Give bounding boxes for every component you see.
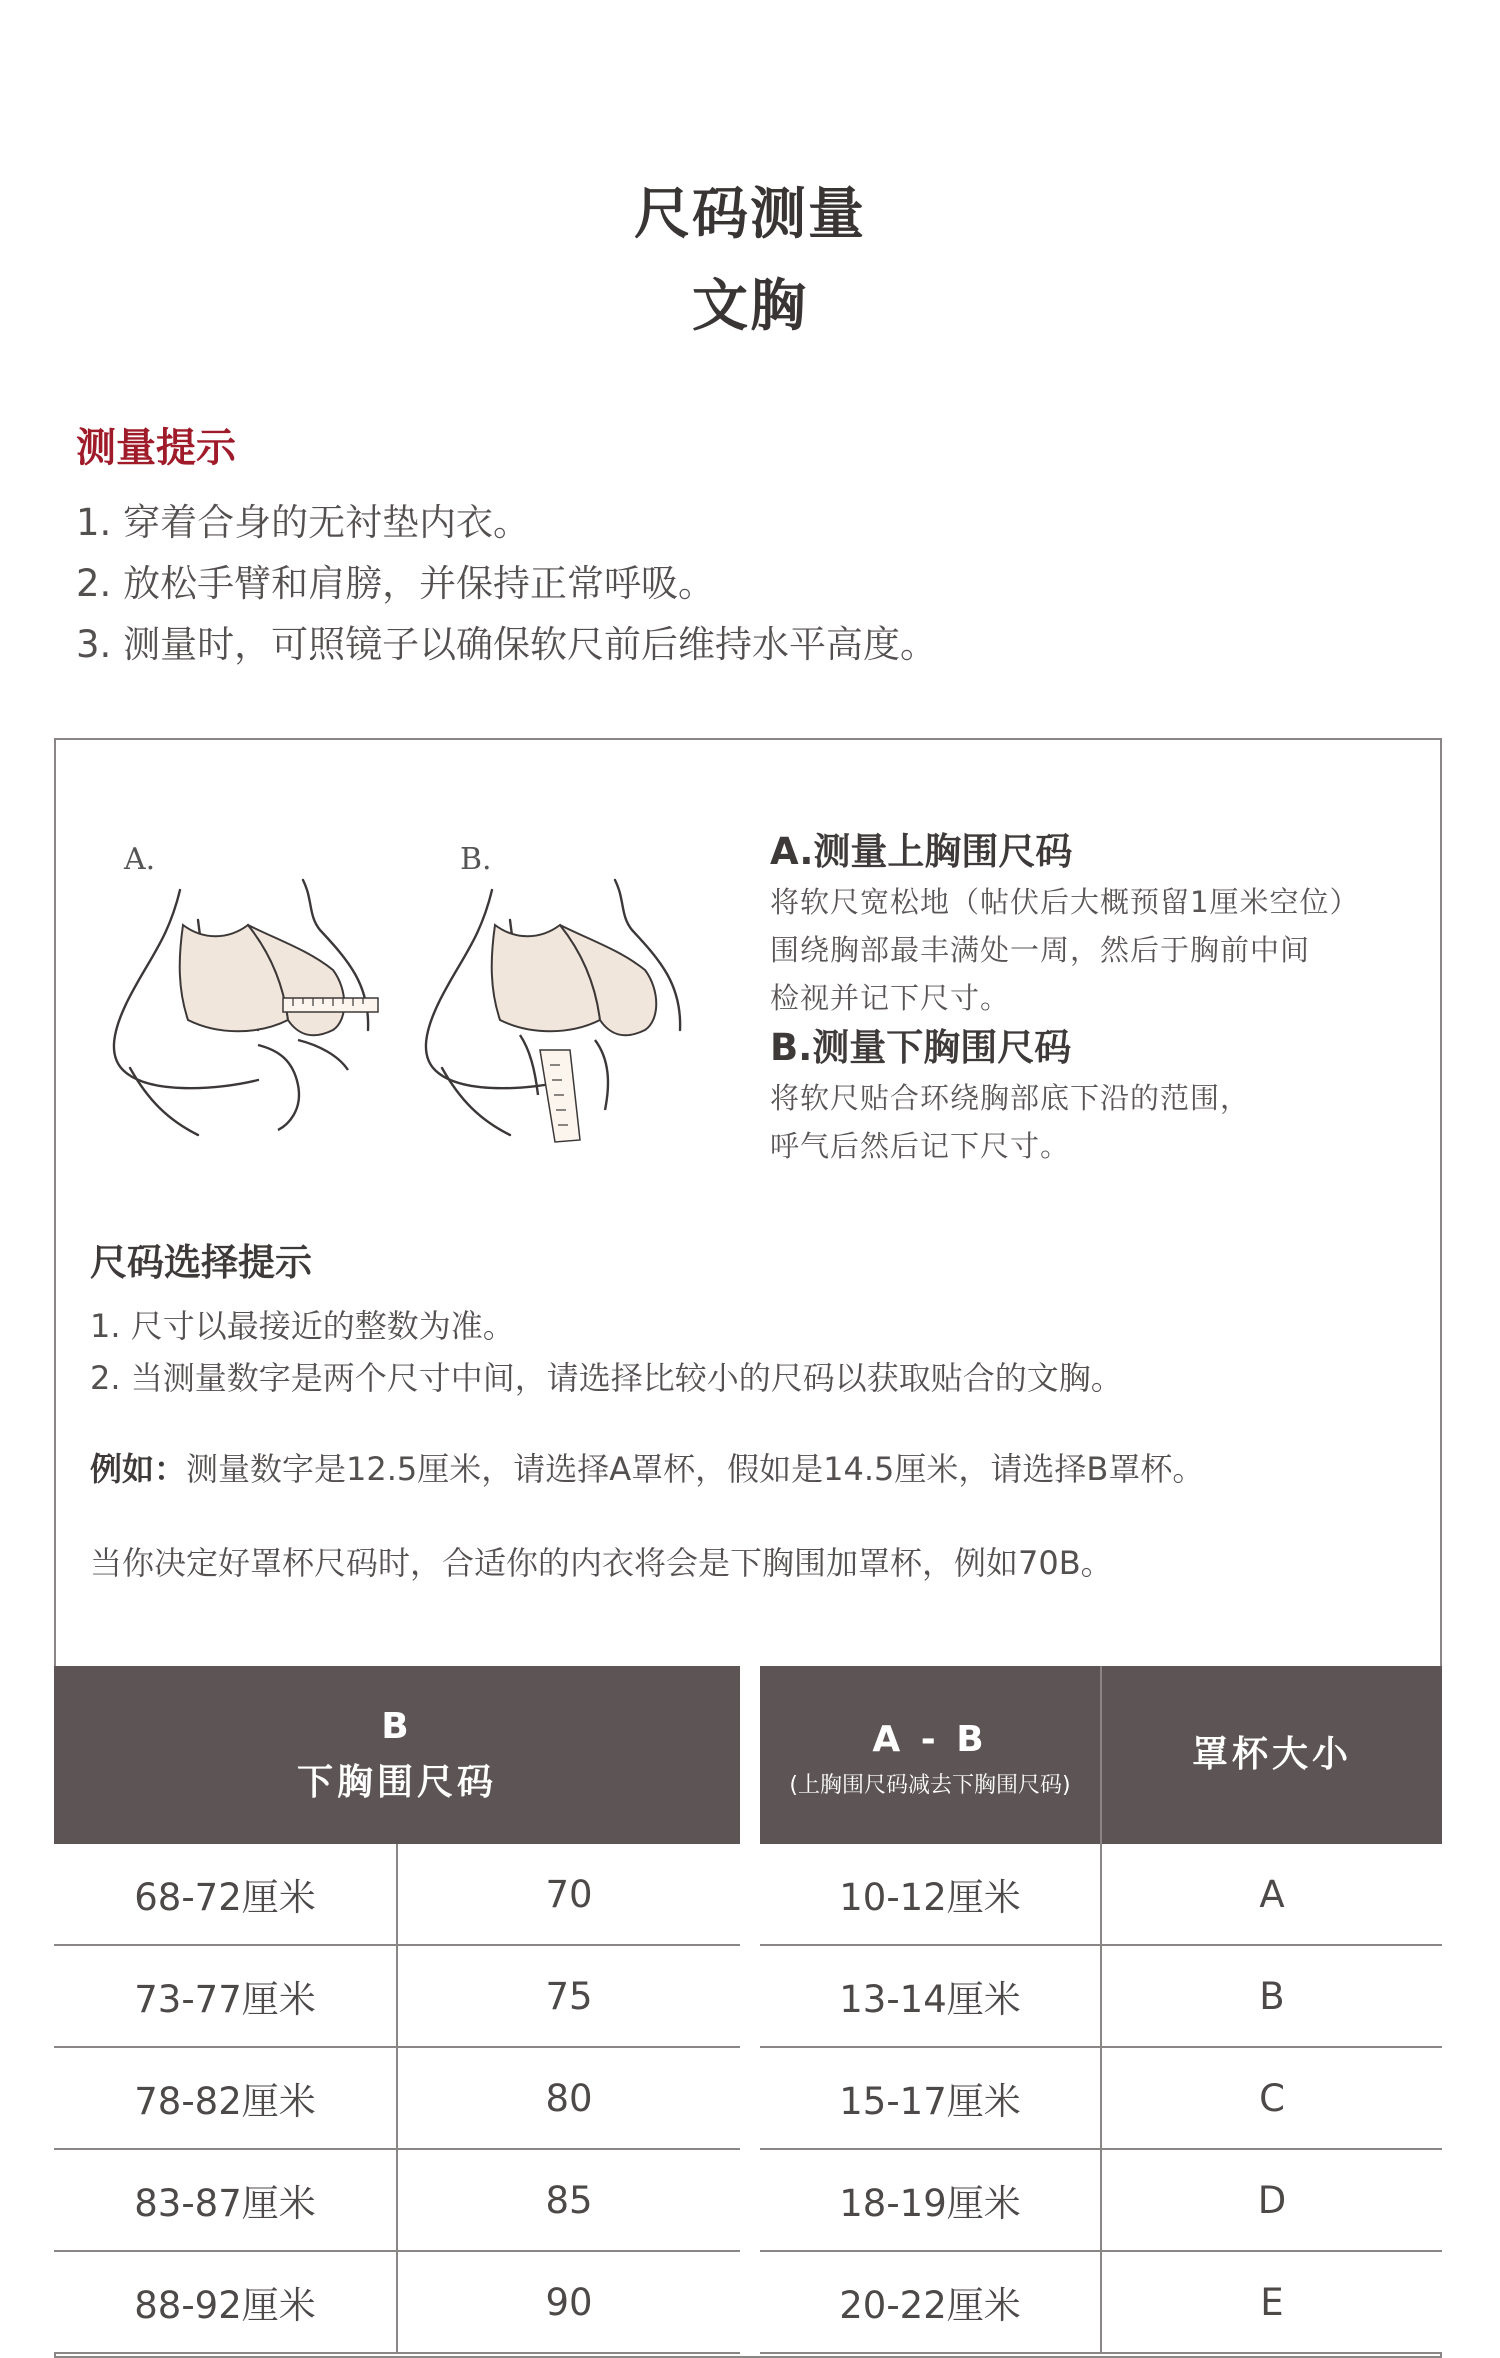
measure-a-line: 围绕胸部最丰满处一周，然后于胸前中间 bbox=[770, 933, 1311, 967]
size-choice-list bbox=[90, 1300, 1123, 1404]
band-range-cell: 68-72厘米 bbox=[54, 1844, 397, 1945]
band-range-cell: 78-82厘米 bbox=[54, 2047, 397, 2149]
cup-size-cell: C bbox=[1101, 2047, 1442, 2149]
band-size-cell: 85 bbox=[397, 2149, 740, 2251]
band-size-cell: 80 bbox=[397, 2047, 740, 2149]
cup-diff-cell: 13-14厘米 bbox=[760, 1945, 1101, 2047]
tip-item: 3. 测量时，可照镜子以确保软尺前后维持水平高度。 bbox=[76, 623, 938, 666]
band-size-cell: 75 bbox=[397, 1945, 740, 2047]
cup-diff-cell: 20-22厘米 bbox=[760, 2251, 1101, 2353]
title-bra: 文胸 bbox=[692, 274, 808, 339]
band-size-cell: 70 bbox=[397, 1844, 740, 1945]
cup-diff-header-main: A - B bbox=[872, 1718, 988, 1760]
band-range-cell: 83-87厘米 bbox=[54, 2149, 397, 2251]
band-range-cell: 88-92厘米 bbox=[54, 2251, 397, 2353]
figure-b-illustration bbox=[420, 870, 720, 1150]
cup-size-header-label: 罩杯大小 bbox=[1191, 1734, 1352, 1775]
measure-tips-heading: 测量提示 bbox=[76, 425, 236, 471]
size-note: 当你决定好罩杯尺码时，合适你的内衣将会是下胸围加罩杯，例如70B。 bbox=[90, 1544, 1113, 1582]
cup-diff-cell: 10-12厘米 bbox=[760, 1844, 1101, 1945]
title-size-measure: 尺码测量 bbox=[634, 182, 866, 247]
table-row bbox=[760, 2047, 1442, 2149]
figure-b-label: B. bbox=[460, 842, 492, 877]
table-row bbox=[760, 2251, 1442, 2353]
band-size-cell: 90 bbox=[397, 2251, 740, 2353]
table-row bbox=[760, 1844, 1442, 1945]
band-table-header bbox=[54, 1666, 740, 1844]
size-choice-item: 2. 当测量数字是两个尺寸中间，请选择比较小的尺码以获取贴合的文胸。 bbox=[90, 1359, 1123, 1397]
measure-b-line: 将软尺贴合环绕胸部底下沿的范围， bbox=[770, 1081, 1251, 1115]
cup-diff-cell: 18-19厘米 bbox=[760, 2149, 1101, 2251]
cup-diff-cell: 15-17厘米 bbox=[760, 2047, 1101, 2149]
measure-tips-list bbox=[76, 492, 937, 675]
band-header-sub: 下胸围尺码 bbox=[297, 1762, 498, 1803]
figure-a-illustration bbox=[108, 870, 408, 1150]
size-choice-heading: 尺码选择提示 bbox=[90, 1241, 312, 1284]
cup-size-cell: B bbox=[1101, 1945, 1442, 2047]
measure-a-line: 检视并记下尺寸。 bbox=[770, 981, 1011, 1015]
table-row bbox=[54, 2251, 740, 2353]
cup-size-table bbox=[760, 1666, 1442, 2354]
table-row bbox=[760, 1945, 1442, 2047]
table-row bbox=[54, 1844, 740, 1945]
cup-size-header bbox=[1101, 1666, 1442, 1844]
table-row bbox=[54, 2149, 740, 2251]
tip-item: 2. 放松手臂和肩膀，并保持正常呼吸。 bbox=[76, 562, 716, 605]
example-text bbox=[90, 1444, 1204, 1490]
table-row bbox=[54, 2047, 740, 2149]
table-row bbox=[760, 2149, 1442, 2251]
band-range-cell: 73-77厘米 bbox=[54, 1945, 397, 2047]
cup-diff-header bbox=[760, 1666, 1101, 1844]
size-choice-item: 1. 尺寸以最接近的整数为准。 bbox=[90, 1307, 515, 1345]
band-header-main: B bbox=[381, 1706, 413, 1747]
cup-size-cell: D bbox=[1101, 2149, 1442, 2251]
example-body: 测量数字是12.5厘米，请选择A罩杯，假如是14.5厘米，请选择B罩杯。 bbox=[186, 1450, 1205, 1488]
table-row bbox=[54, 1945, 740, 2047]
example-label: 例如： bbox=[90, 1450, 187, 1488]
band-size-table bbox=[54, 1666, 740, 2354]
measure-a-title: A.测量上胸围尺码 bbox=[770, 830, 1073, 873]
cup-size-cell: E bbox=[1101, 2251, 1442, 2353]
measure-b-title: B.测量下胸围尺码 bbox=[770, 1026, 1072, 1069]
measure-instructions bbox=[770, 826, 1359, 1170]
cup-size-cell: A bbox=[1101, 1844, 1442, 1945]
measure-a-line: 将软尺宽松地（帖伏后大概预留1厘米空位） bbox=[770, 885, 1360, 919]
cup-diff-header-sub: (上胸围尺码减去下胸围尺码) bbox=[789, 1772, 1071, 1798]
tip-item: 1. 穿着合身的无衬垫内衣。 bbox=[76, 501, 531, 544]
figure-a-label: A. bbox=[124, 842, 156, 877]
measure-b-line: 呼气后然后记下尺寸。 bbox=[770, 1129, 1071, 1163]
